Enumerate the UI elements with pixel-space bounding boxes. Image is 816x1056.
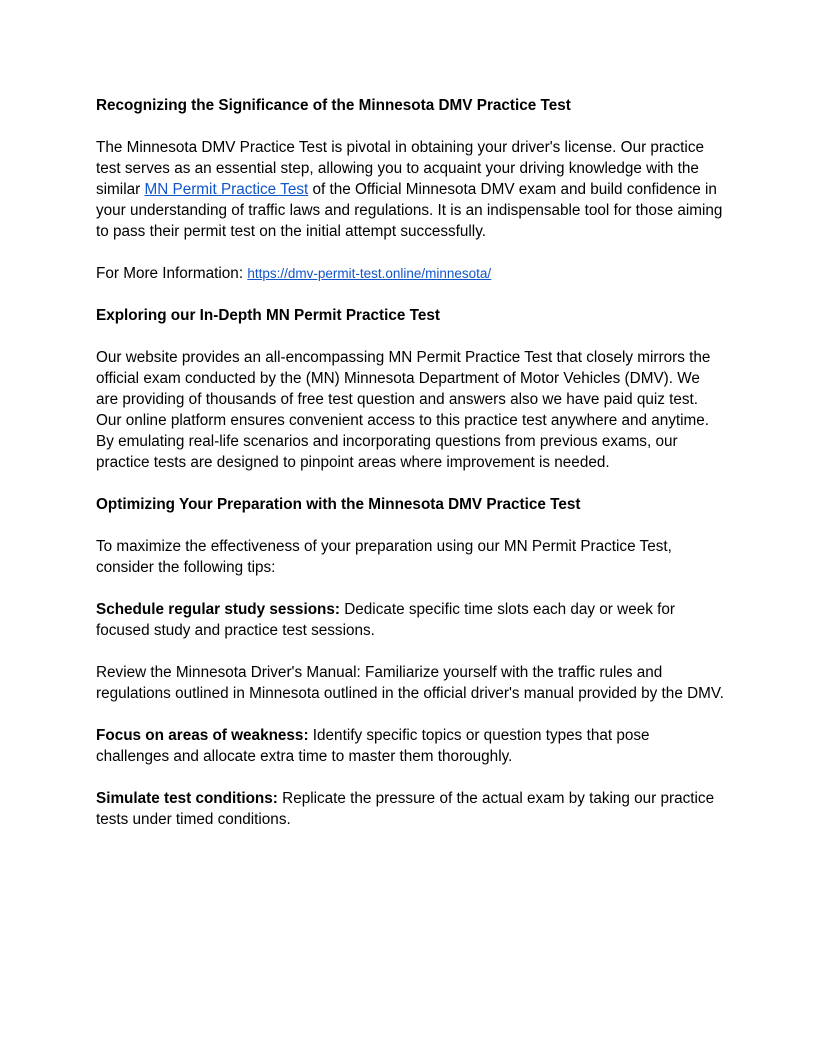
tip-label: Schedule regular study sessions: (96, 601, 340, 618)
paragraph-exploring: Our website provides an all-encompassing MN Permit Practice Test that closely mirrors the official exam conducted by the (MN) Minnesota Department of Motor Vehicles (DMV). We are providing of thousands of free test question and answers also we have paid quiz test. Our online platform ensures convenient access to this practice test anywhere and anytime. By emulating real-life scenarios and incorporating questions from previous exams, our practice tests are designed to pinpoint areas where improvement is needed. (96, 349, 711, 471)
paragraph-intro: To maximize the effectiveness of your preparation using our MN Permit Practice Test, consider the following tips: (96, 538, 672, 576)
tip-text: Replicate the pressure of the actual exam by taking our practice tests under timed conditions. (96, 790, 715, 828)
document-page (96, 95, 726, 851)
mn-permit-practice-test-link[interactable]: MN Permit Practice Test (144, 181, 309, 198)
section-heading-optimizing: Optimizing Your Preparation with the Minnesota DMV Practice Test (96, 496, 581, 513)
paragraph-text: The Minnesota DMV Practice Test is pivotal in obtaining your driver's license. Our practice test serves as an essential step, allowing you to acquaint your driving knowledge with the similar (96, 139, 704, 198)
more-info-label: For More Information: (96, 265, 248, 282)
section-heading-significance: Recognizing the Significance of the Minnesota DMV Practice Test (96, 97, 571, 114)
paragraph-text: of the Official Minnesota DMV exam and build confidence in your understanding of traffic laws and regulations. It is an indispensable tool for those aiming to pass their permit test on the initial attempt successfully. (96, 181, 723, 240)
more-info-url-link[interactable]: https://dmv-permit-test.online/minnesota/ (247, 266, 492, 281)
tip-item (96, 788, 726, 830)
tip-text: Review the Minnesota Driver's Manual: Familiarize yourself with the traffic rules and regulations outlined in Minnesota outlined in the official driver's manual provided by the DMV. (96, 664, 724, 702)
tip-label: Simulate test conditions: (96, 790, 278, 807)
paragraph-significance (96, 137, 726, 242)
tip-item (96, 599, 726, 641)
more-info-line (96, 263, 726, 284)
tip-item (96, 725, 726, 767)
tip-text: Identify specific topics or question types that pose challenges and allocate extra time to master them thoroughly. (96, 727, 650, 765)
tip-text: Dedicate specific time slots each day or week for focused study and practice test sessions. (96, 601, 675, 639)
tip-item (96, 662, 726, 704)
section-heading-exploring: Exploring our In-Depth MN Permit Practice Test (96, 307, 440, 324)
tip-label: Focus on areas of weakness: (96, 727, 309, 744)
